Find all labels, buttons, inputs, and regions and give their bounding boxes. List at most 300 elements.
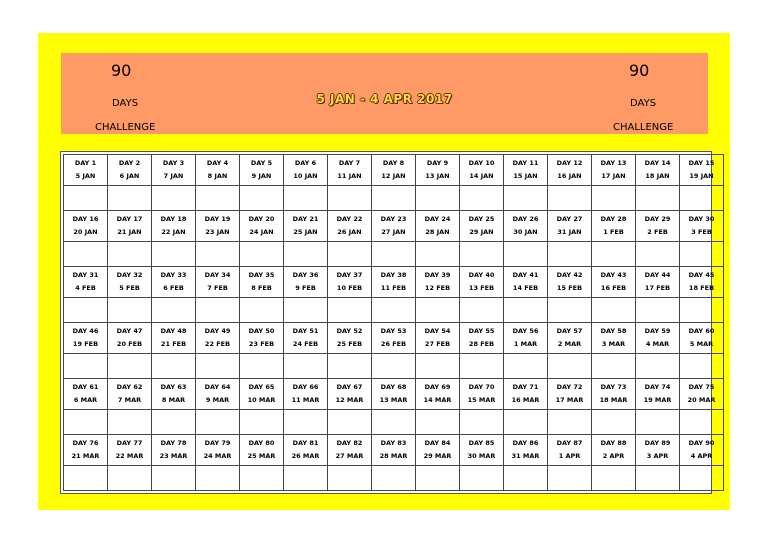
date-label: 18 MAR: [599, 396, 628, 404]
tracking-cell[interactable]: [460, 298, 504, 323]
date-label: 11 MAR: [291, 396, 320, 404]
day-label: DAY 29: [644, 215, 671, 223]
tracking-cell[interactable]: [372, 186, 416, 211]
date-label: 10 FEB: [336, 284, 363, 292]
tracking-cell[interactable]: [152, 354, 196, 379]
tracking-cell[interactable]: [460, 354, 504, 379]
date-label: 8 JAN: [207, 172, 228, 180]
tracking-cell[interactable]: [372, 298, 416, 323]
day-label: DAY 19: [204, 215, 231, 223]
tracking-cell[interactable]: [636, 298, 680, 323]
day-cell: [284, 379, 328, 410]
date-label: 9 FEB: [295, 284, 316, 292]
day-cell: [416, 267, 460, 298]
day-cell: [680, 379, 724, 410]
tracking-cell[interactable]: [196, 242, 240, 267]
date-label: 31 JAN: [557, 228, 582, 236]
date-label: 7 JAN: [163, 172, 184, 180]
date-label: 1 FEB: [603, 228, 624, 236]
day-label: DAY 57: [556, 327, 583, 335]
tracking-cell[interactable]: [548, 466, 592, 491]
tracking-cell[interactable]: [152, 298, 196, 323]
tracking-cell[interactable]: [108, 186, 152, 211]
tracking-cell[interactable]: [64, 298, 108, 323]
date-label: 12 FEB: [424, 284, 451, 292]
day-cell: [64, 267, 108, 298]
tracking-cell[interactable]: [328, 298, 372, 323]
tracking-cell[interactable]: [328, 466, 372, 491]
date-label: 3 FEB: [691, 228, 712, 236]
tracking-cell[interactable]: [680, 410, 724, 435]
date-label: 6 MAR: [73, 396, 98, 404]
day-label: DAY 34: [204, 271, 231, 279]
tracking-cell[interactable]: [152, 410, 196, 435]
date-label: 18 FEB: [688, 284, 715, 292]
date-label: 4 MAR: [645, 340, 670, 348]
day-label: DAY 52: [336, 327, 363, 335]
date-label: 26 JAN: [337, 228, 362, 236]
tracking-cell[interactable]: [416, 242, 460, 267]
tracking-cell[interactable]: [196, 186, 240, 211]
day-label: DAY 33: [160, 271, 187, 279]
tracking-cell[interactable]: [284, 354, 328, 379]
day-label: DAY 59: [644, 327, 671, 335]
date-label: 13 FEB: [468, 284, 495, 292]
tracking-cell[interactable]: [680, 186, 724, 211]
day-cell: [64, 155, 108, 186]
tracking-cell[interactable]: [240, 410, 284, 435]
day-label: DAY 4: [206, 159, 229, 167]
day-cell: [328, 435, 372, 466]
tracking-cell[interactable]: [240, 242, 284, 267]
day-cell: [196, 155, 240, 186]
day-label: DAY 85: [468, 439, 495, 447]
date-label: 27 MAR: [335, 452, 364, 460]
day-cell: [416, 155, 460, 186]
day-label: DAY 7: [338, 159, 361, 167]
day-label: DAY 47: [116, 327, 143, 335]
day-label: DAY 27: [556, 215, 583, 223]
tracking-cell[interactable]: [460, 186, 504, 211]
day-cell: [636, 267, 680, 298]
day-label: DAY 81: [292, 439, 319, 447]
date-label: 28 JAN: [425, 228, 450, 236]
day-label: DAY 65: [248, 383, 275, 391]
date-label: 25 FEB: [336, 340, 363, 348]
day-cell: [504, 267, 548, 298]
tracking-cell[interactable]: [108, 466, 152, 491]
tracking-cell[interactable]: [416, 466, 460, 491]
date-label: 9 JAN: [251, 172, 272, 180]
tracking-cell[interactable]: [636, 186, 680, 211]
day-label: DAY 8: [382, 159, 405, 167]
day-cell: [504, 435, 548, 466]
day-cell: [152, 155, 196, 186]
tracking-cell[interactable]: [328, 186, 372, 211]
day-label: DAY 72: [556, 383, 583, 391]
tracking-cell[interactable]: [372, 242, 416, 267]
day-label: DAY 45: [688, 271, 715, 279]
week-date-row: [64, 267, 724, 298]
tracking-cell[interactable]: [504, 354, 548, 379]
day-label: DAY 44: [644, 271, 671, 279]
day-label: DAY 90: [688, 439, 715, 447]
day-label: DAY 55: [468, 327, 495, 335]
tracking-cell[interactable]: [372, 466, 416, 491]
day-cell: [680, 211, 724, 242]
day-cell: [416, 211, 460, 242]
date-label: 22 JAN: [161, 228, 186, 236]
day-cell: [460, 323, 504, 354]
tracking-cell[interactable]: [592, 466, 636, 491]
day-cell: [284, 323, 328, 354]
day-cell: [64, 323, 108, 354]
date-label: 1 APR: [558, 452, 581, 460]
day-cell: [328, 379, 372, 410]
day-cell: [328, 155, 372, 186]
day-label: DAY 71: [512, 383, 539, 391]
day-label: DAY 66: [292, 383, 319, 391]
date-label: 22 MAR: [115, 452, 144, 460]
tracking-cell[interactable]: [372, 354, 416, 379]
day-cell: [284, 267, 328, 298]
day-cell: [548, 379, 592, 410]
left-days-label: DAYS: [112, 98, 139, 109]
date-label: 20 FEB: [116, 340, 143, 348]
date-label: 19 MAR: [643, 396, 672, 404]
tracking-cell[interactable]: [460, 410, 504, 435]
day-label: DAY 9: [426, 159, 449, 167]
calendar-grid: [60, 151, 716, 494]
day-cell: [196, 435, 240, 466]
tracking-cell[interactable]: [548, 410, 592, 435]
day-label: DAY 25: [468, 215, 495, 223]
day-cell: [504, 323, 548, 354]
date-label: 19 FEB: [72, 340, 99, 348]
day-label: DAY 15: [688, 159, 715, 167]
tracking-cell[interactable]: [284, 242, 328, 267]
day-label: DAY 46: [72, 327, 99, 335]
date-label: 1 MAR: [513, 340, 538, 348]
tracking-cell[interactable]: [240, 186, 284, 211]
day-label: DAY 11: [512, 159, 539, 167]
day-label: DAY 10: [468, 159, 495, 167]
day-cell: [152, 211, 196, 242]
date-label: 27 JAN: [381, 228, 406, 236]
date-label: 16 MAR: [511, 396, 540, 404]
date-label: 3 APR: [646, 452, 669, 460]
tracking-cell[interactable]: [504, 242, 548, 267]
day-cell: [592, 155, 636, 186]
tracking-cell[interactable]: [548, 354, 592, 379]
date-label: 8 FEB: [251, 284, 272, 292]
tracking-cell[interactable]: [240, 466, 284, 491]
checkbox-row: [64, 466, 724, 491]
day-cell: [64, 211, 108, 242]
date-label: 15 FEB: [556, 284, 583, 292]
day-cell: [680, 435, 724, 466]
day-label: DAY 78: [160, 439, 187, 447]
tracking-cell[interactable]: [504, 410, 548, 435]
day-cell: [636, 155, 680, 186]
tracking-cell[interactable]: [416, 298, 460, 323]
tracking-cell[interactable]: [108, 354, 152, 379]
tracking-cell[interactable]: [504, 298, 548, 323]
day-cell: [548, 155, 592, 186]
tracking-cell[interactable]: [416, 186, 460, 211]
day-cell: [108, 379, 152, 410]
day-cell: [416, 379, 460, 410]
day-cell: [680, 155, 724, 186]
tracking-cell[interactable]: [284, 466, 328, 491]
tracking-cell[interactable]: [504, 186, 548, 211]
date-label: 18 JAN: [645, 172, 670, 180]
day-label: DAY 62: [116, 383, 143, 391]
date-label: 25 JAN: [293, 228, 318, 236]
day-label: DAY 68: [380, 383, 407, 391]
day-label: DAY 20: [248, 215, 275, 223]
day-label: DAY 28: [600, 215, 627, 223]
date-label: 15 JAN: [513, 172, 538, 180]
tracking-cell[interactable]: [680, 242, 724, 267]
date-label: 24 FEB: [292, 340, 319, 348]
date-label: 31 MAR: [511, 452, 540, 460]
date-label: 17 JAN: [601, 172, 626, 180]
day-cell: [372, 379, 416, 410]
date-label: 11 JAN: [337, 172, 362, 180]
tracking-cell[interactable]: [152, 186, 196, 211]
tracking-cell[interactable]: [504, 466, 548, 491]
tracking-cell[interactable]: [592, 354, 636, 379]
day-label: DAY 23: [380, 215, 407, 223]
tracking-cell[interactable]: [636, 410, 680, 435]
day-cell: [284, 155, 328, 186]
tracking-cell[interactable]: [636, 354, 680, 379]
tracking-cell[interactable]: [196, 298, 240, 323]
day-cell: [284, 435, 328, 466]
day-cell: [196, 267, 240, 298]
day-cell: [240, 155, 284, 186]
day-cell: [372, 211, 416, 242]
day-label: DAY 41: [512, 271, 539, 279]
tracking-cell[interactable]: [416, 354, 460, 379]
day-cell: [416, 323, 460, 354]
date-label: 10 MAR: [247, 396, 276, 404]
date-label: 17 FEB: [644, 284, 671, 292]
date-label: 9 MAR: [205, 396, 230, 404]
tracking-cell[interactable]: [240, 298, 284, 323]
date-label: 12 MAR: [335, 396, 364, 404]
day-label: DAY 64: [204, 383, 231, 391]
day-cell: [372, 155, 416, 186]
day-cell: [636, 435, 680, 466]
tracking-cell[interactable]: [108, 410, 152, 435]
day-cell: [240, 435, 284, 466]
day-cell: [548, 323, 592, 354]
day-label: DAY 17: [116, 215, 143, 223]
day-cell: [196, 323, 240, 354]
day-label: DAY 49: [204, 327, 231, 335]
tracking-cell[interactable]: [680, 298, 724, 323]
day-cell: [240, 267, 284, 298]
checkbox-row: [64, 410, 724, 435]
date-label: 20 JAN: [73, 228, 98, 236]
day-cell: [460, 379, 504, 410]
tracking-cell[interactable]: [284, 410, 328, 435]
day-cell: [592, 267, 636, 298]
tracking-cell[interactable]: [284, 298, 328, 323]
left-challenge-label: CHALLENGE: [95, 122, 156, 133]
date-label: 23 FEB: [248, 340, 275, 348]
day-cell: [108, 435, 152, 466]
day-label: DAY 87: [556, 439, 583, 447]
day-label: DAY 89: [644, 439, 671, 447]
day-cell: [460, 435, 504, 466]
tracking-cell[interactable]: [328, 410, 372, 435]
day-cell: [548, 435, 592, 466]
date-label: 11 FEB: [380, 284, 407, 292]
week-date-row: [64, 379, 724, 410]
day-cell: [680, 267, 724, 298]
day-label: DAY 76: [72, 439, 99, 447]
day-label: DAY 84: [424, 439, 451, 447]
tracking-cell[interactable]: [64, 186, 108, 211]
tracking-cell[interactable]: [548, 298, 592, 323]
day-label: DAY 24: [424, 215, 451, 223]
tracking-cell[interactable]: [152, 466, 196, 491]
tracking-cell[interactable]: [284, 186, 328, 211]
tracking-cell[interactable]: [64, 410, 108, 435]
date-label: 24 JAN: [249, 228, 274, 236]
tracking-cell[interactable]: [372, 410, 416, 435]
day-cell: [680, 323, 724, 354]
day-label: DAY 83: [380, 439, 407, 447]
tracking-cell[interactable]: [680, 354, 724, 379]
date-label: 5 JAN: [75, 172, 96, 180]
date-label: 29 JAN: [469, 228, 494, 236]
date-label: 12 JAN: [381, 172, 406, 180]
tracking-cell[interactable]: [680, 466, 724, 491]
right-number: 90: [629, 61, 650, 80]
page-title: 5 JAN - 4 APR 2017: [316, 92, 453, 106]
day-label: DAY 80: [248, 439, 275, 447]
day-label: DAY 73: [600, 383, 627, 391]
tracking-cell[interactable]: [196, 354, 240, 379]
day-cell: [284, 211, 328, 242]
day-label: DAY 88: [600, 439, 627, 447]
day-cell: [636, 211, 680, 242]
day-label: DAY 12: [556, 159, 583, 167]
date-label: 28 FEB: [468, 340, 495, 348]
day-cell: [372, 267, 416, 298]
day-label: DAY 60: [688, 327, 715, 335]
date-label: 24 MAR: [203, 452, 232, 460]
tracking-cell[interactable]: [592, 186, 636, 211]
date-label: 2 APR: [602, 452, 625, 460]
day-cell: [504, 379, 548, 410]
tracking-cell[interactable]: [636, 242, 680, 267]
checkbox-row: [64, 242, 724, 267]
date-label: 23 JAN: [205, 228, 230, 236]
day-label: DAY 5: [250, 159, 273, 167]
date-label: 26 MAR: [291, 452, 320, 460]
date-label: 30 JAN: [513, 228, 538, 236]
day-label: DAY 86: [512, 439, 539, 447]
day-label: DAY 39: [424, 271, 451, 279]
tracking-cell[interactable]: [152, 242, 196, 267]
date-label: 5 MAR: [689, 340, 714, 348]
tracking-cell[interactable]: [240, 354, 284, 379]
tracking-cell[interactable]: [64, 242, 108, 267]
tracking-cell[interactable]: [416, 410, 460, 435]
day-cell: [636, 323, 680, 354]
day-label: DAY 14: [644, 159, 671, 167]
day-label: DAY 37: [336, 271, 363, 279]
tracking-cell[interactable]: [548, 186, 592, 211]
day-label: DAY 13: [600, 159, 627, 167]
calendar-table: [63, 154, 724, 491]
day-label: DAY 67: [336, 383, 363, 391]
checkbox-row: [64, 298, 724, 323]
tracking-cell[interactable]: [636, 466, 680, 491]
tracking-cell[interactable]: [592, 298, 636, 323]
date-label: 22 FEB: [204, 340, 231, 348]
tracking-cell[interactable]: [592, 242, 636, 267]
tracking-cell[interactable]: [196, 466, 240, 491]
day-label: DAY 77: [116, 439, 143, 447]
day-label: DAY 30: [688, 215, 715, 223]
day-cell: [460, 155, 504, 186]
day-label: DAY 63: [160, 383, 187, 391]
day-cell: [328, 267, 372, 298]
tracking-cell[interactable]: [328, 242, 372, 267]
date-label: 14 JAN: [469, 172, 494, 180]
day-cell: [504, 155, 548, 186]
day-label: DAY 53: [380, 327, 407, 335]
day-cell: [108, 211, 152, 242]
day-label: DAY 51: [292, 327, 319, 335]
left-number: 90: [111, 61, 132, 80]
tracking-cell[interactable]: [460, 466, 504, 491]
day-label: DAY 70: [468, 383, 495, 391]
day-label: DAY 6: [294, 159, 317, 167]
day-cell: [460, 211, 504, 242]
day-cell: [152, 435, 196, 466]
tracking-cell[interactable]: [460, 242, 504, 267]
tracking-cell[interactable]: [64, 354, 108, 379]
tracking-cell[interactable]: [64, 466, 108, 491]
date-label: 8 MAR: [161, 396, 186, 404]
day-label: DAY 56: [512, 327, 539, 335]
day-cell: [108, 155, 152, 186]
day-cell: [504, 211, 548, 242]
tracking-cell[interactable]: [108, 242, 152, 267]
day-label: DAY 54: [424, 327, 451, 335]
tracking-cell[interactable]: [196, 410, 240, 435]
tracking-cell[interactable]: [592, 410, 636, 435]
right-challenge-label: CHALLENGE: [613, 122, 674, 133]
day-cell: [328, 323, 372, 354]
day-label: DAY 61: [72, 383, 99, 391]
day-cell: [592, 323, 636, 354]
tracking-cell[interactable]: [548, 242, 592, 267]
tracking-cell[interactable]: [108, 298, 152, 323]
day-cell: [372, 323, 416, 354]
day-cell: [240, 323, 284, 354]
day-cell: [592, 211, 636, 242]
day-cell: [328, 211, 372, 242]
tracking-cell[interactable]: [328, 354, 372, 379]
